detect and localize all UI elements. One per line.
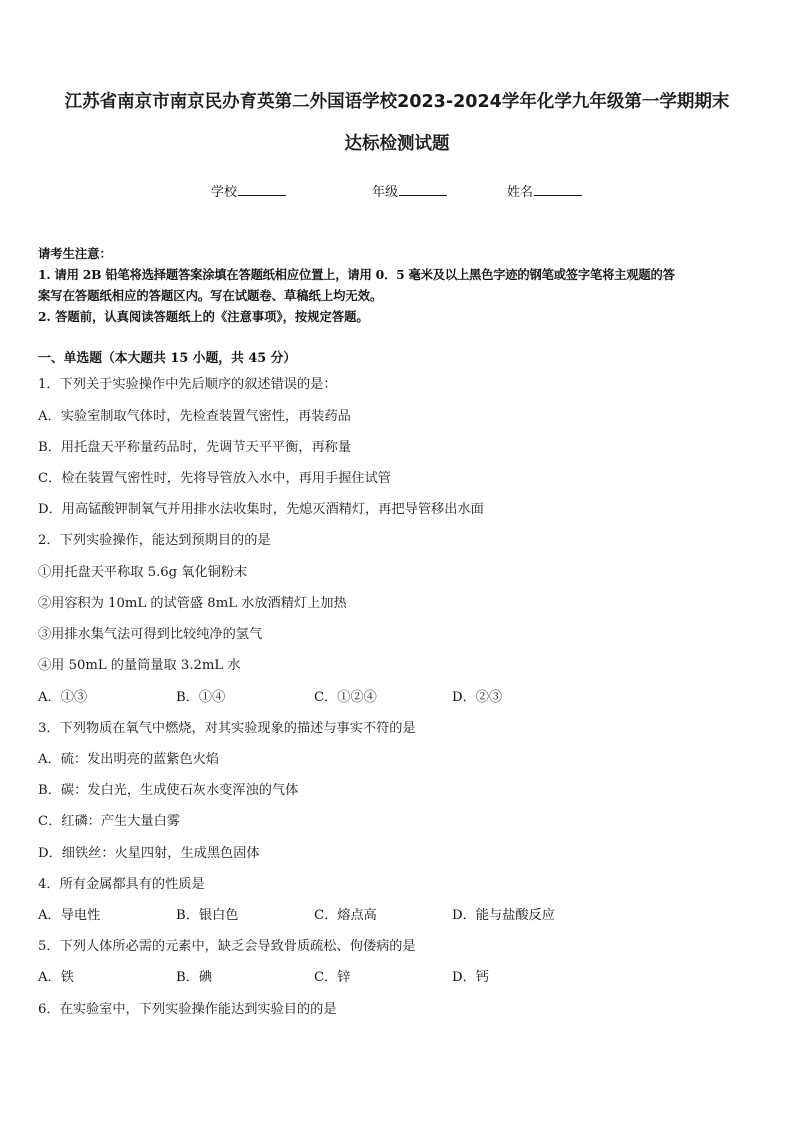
q4-option-c: C．熔点高 — [314, 908, 377, 923]
notice-item2: 2. 答题前，认真阅读答题纸上的《注意事项》，按规定答题。 — [38, 309, 369, 324]
name-field — [507, 181, 582, 200]
notice-heading: 请考生注意： — [38, 246, 112, 261]
notice-item1-line2: 案写在答题纸相应的答题区内。写在试题卷、草稿纸上均无效。 — [38, 288, 383, 303]
exam-title-line2: 达标检测试题 — [344, 134, 450, 154]
q4-option-a: A．导电性 — [38, 908, 101, 923]
grade-label: 年级 — [372, 185, 399, 200]
q2-statement-2: ②用容积为 10mL 的试管盛 8mL 水放酒精灯上加热 — [38, 596, 347, 611]
q5-options — [0, 966, 794, 986]
q2-statement-4: ④用 50mL 的量筒量取 3.2mL 水 — [38, 658, 241, 673]
q6-stem: 6．在实验室中，下列实验操作能达到实验目的的是 — [38, 1002, 337, 1017]
q3-option-b: B．碳：发白光，生成使石灰水变浑浊的气体 — [38, 783, 299, 798]
school-label: 学校 — [211, 185, 238, 200]
q2-option-d: D．②③ — [452, 690, 503, 705]
q2-statement-3: ③用排水集气法可得到比较纯净的氢气 — [38, 627, 263, 642]
name-label: 姓名 — [507, 185, 534, 200]
school-field — [211, 181, 286, 200]
q2-statement-1: ①用托盘天平称取 5.6g 氧化铜粉末 — [38, 565, 248, 580]
q3-stem: 3．下列物质在氧气中燃烧，对其实验现象的描述与事实不符的是 — [38, 721, 416, 736]
grade-field — [372, 181, 447, 200]
notice-block — [38, 243, 758, 327]
student-info-fields — [0, 181, 794, 201]
q4-options — [0, 904, 794, 924]
q5-option-c: C．锌 — [314, 970, 351, 985]
name-blank — [534, 183, 582, 196]
q2-option-c: C．①②④ — [314, 690, 377, 705]
notice-item1-line1: 1. 请用 2B 铅笔将选择题答案涂填在答题纸相应位置上，请用 0．5 毫米及以上黑色字迹的钢笔或签字笔将主观题的答 — [38, 267, 675, 282]
q1-option-d: D．用高锰酸钾制氧气并用排水法收集时，先熄灭酒精灯，再把导管移出水面 — [38, 502, 484, 517]
exam-title-line1: 江苏省南京市南京民办育英第二外国语学校2023-2024学年化学九年级第一学期期末 — [64, 92, 730, 112]
q3-option-c: C．红磷：产生大量白雾 — [38, 814, 180, 829]
section-title: 一、单选题（本大题共 15 小题，共 45 分） — [38, 351, 297, 366]
school-blank — [238, 183, 286, 196]
q1-stem: 1．下列关于实验操作中先后顺序的叙述错误的是： — [38, 377, 337, 392]
q4-stem: 4．所有金属都具有的性质是 — [38, 877, 205, 892]
q2-options — [0, 686, 794, 706]
q4-option-d: D．能与盐酸反应 — [452, 908, 555, 923]
q2-stem: 2．下列实验操作，能达到预期目的的是 — [38, 533, 271, 548]
q2-option-a: A．①③ — [38, 690, 88, 705]
q4-option-b: B．银白色 — [176, 908, 239, 923]
q5-stem: 5．下列人体所必需的元素中，缺乏会导致骨质疏松、佝偻病的是 — [38, 939, 416, 954]
q1-option-b: B．用托盘天平称量药品时，先调节天平平衡，再称量 — [38, 440, 352, 455]
q1-option-c: C．检在装置气密性时，先将导管放入水中，再用手握住试管 — [38, 471, 391, 486]
grade-blank — [399, 183, 447, 196]
q1-option-a: A．实验室制取气体时，先检查装置气密性，再装药品 — [38, 409, 351, 424]
q3-option-a: A．硫：发出明亮的蓝紫色火焰 — [38, 752, 219, 767]
q5-option-d: D．钙 — [452, 970, 489, 985]
q2-option-b: B．①④ — [176, 690, 226, 705]
q3-option-d: D．细铁丝：火星四射，生成黑色固体 — [38, 846, 260, 861]
q5-option-b: B．碘 — [176, 970, 213, 985]
q5-option-a: A．铁 — [38, 970, 74, 985]
